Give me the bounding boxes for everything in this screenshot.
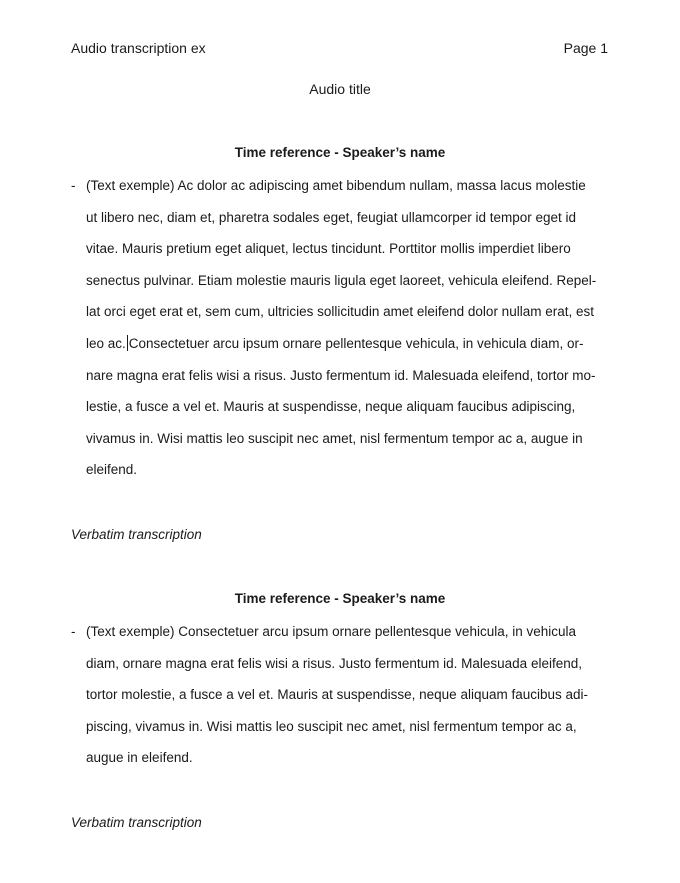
bullet-dash: -: [71, 624, 76, 639]
paragraph-line: senectus pulvinar. Etiam molestie mauris ligula eget laoreet, vehicula eleifend. Repel-: [86, 272, 597, 288]
paragraph-line: diam, ornare magna erat felis wisi a risus. Justo fermentum id. Malesuada eleifend,: [86, 655, 582, 671]
transcript-paragraph[interactable]: [86, 170, 612, 486]
paragraph-line-end: Consectetuer arcu ipsum ornare pellentesque vehicula, in vehicula diam, or-: [128, 335, 584, 351]
paragraph-line: (Text exemple) Ac dolor ac adipiscing amet bibendum nullam, massa lacus molestie: [86, 178, 586, 193]
verbatim-note: Verbatim transcription: [71, 527, 202, 542]
paragraph-line: lestie, a fusce a vel et. Mauris at suspendisse, neque aliquam faucibus adipiscing,: [86, 399, 576, 415]
text-cursor: [127, 335, 128, 351]
paragraph-line: tortor molestie, a fusce a vel et. Mauris at suspendisse, neque aliquam faucibus adi-: [86, 687, 589, 703]
document-title: Audio title: [309, 81, 371, 97]
paragraph-line: augue in eleifend.: [86, 750, 193, 766]
paragraph-line: lat orci eget erat et, sem cum, ultricies sollicitudin amet eleifend dolor nullam erat, est: [86, 304, 594, 320]
header-document-name: Audio transcription ex: [71, 40, 206, 56]
section-heading: Time reference - Speaker’s name: [234, 591, 446, 606]
paragraph-line: (Text exemple) Consectetuer arcu ipsum ornare pellentesque vehicula, in vehicula: [86, 624, 577, 639]
paragraph-line: vitae. Mauris pretium eget aliquet, lectus tincidunt. Porttitor mollis imperdiet libero: [86, 241, 571, 257]
paragraph-line: [86, 328, 612, 360]
paragraph-line: vivamus in. Wisi mattis leo suscipit nec amet, nisl fermentum tempor ac a, augue in: [86, 430, 583, 446]
transcript-paragraph[interactable]: [86, 616, 612, 774]
verbatim-note: Verbatim transcription: [71, 815, 202, 830]
paragraph-line: piscing, vivamus in. Wisi mattis leo suscipit nec amet, nisl fermentum tempor ac a,: [86, 718, 577, 734]
paragraph-line: nare magna erat felis wisi a risus. Justo fermentum id. Malesuada eleifend, tortor mo-: [86, 367, 596, 383]
header-page-number: Page 1: [563, 40, 608, 56]
bullet-dash: -: [71, 178, 76, 193]
paragraph-line: eleifend.: [86, 462, 138, 478]
paragraph-line: ut libero nec, diam et, pharetra sodales eget, feugiat ullamcorper id tempor eget id: [86, 209, 577, 225]
section-heading: Time reference - Speaker’s name: [234, 145, 446, 160]
paragraph-line-start: leo ac.: [86, 335, 126, 351]
